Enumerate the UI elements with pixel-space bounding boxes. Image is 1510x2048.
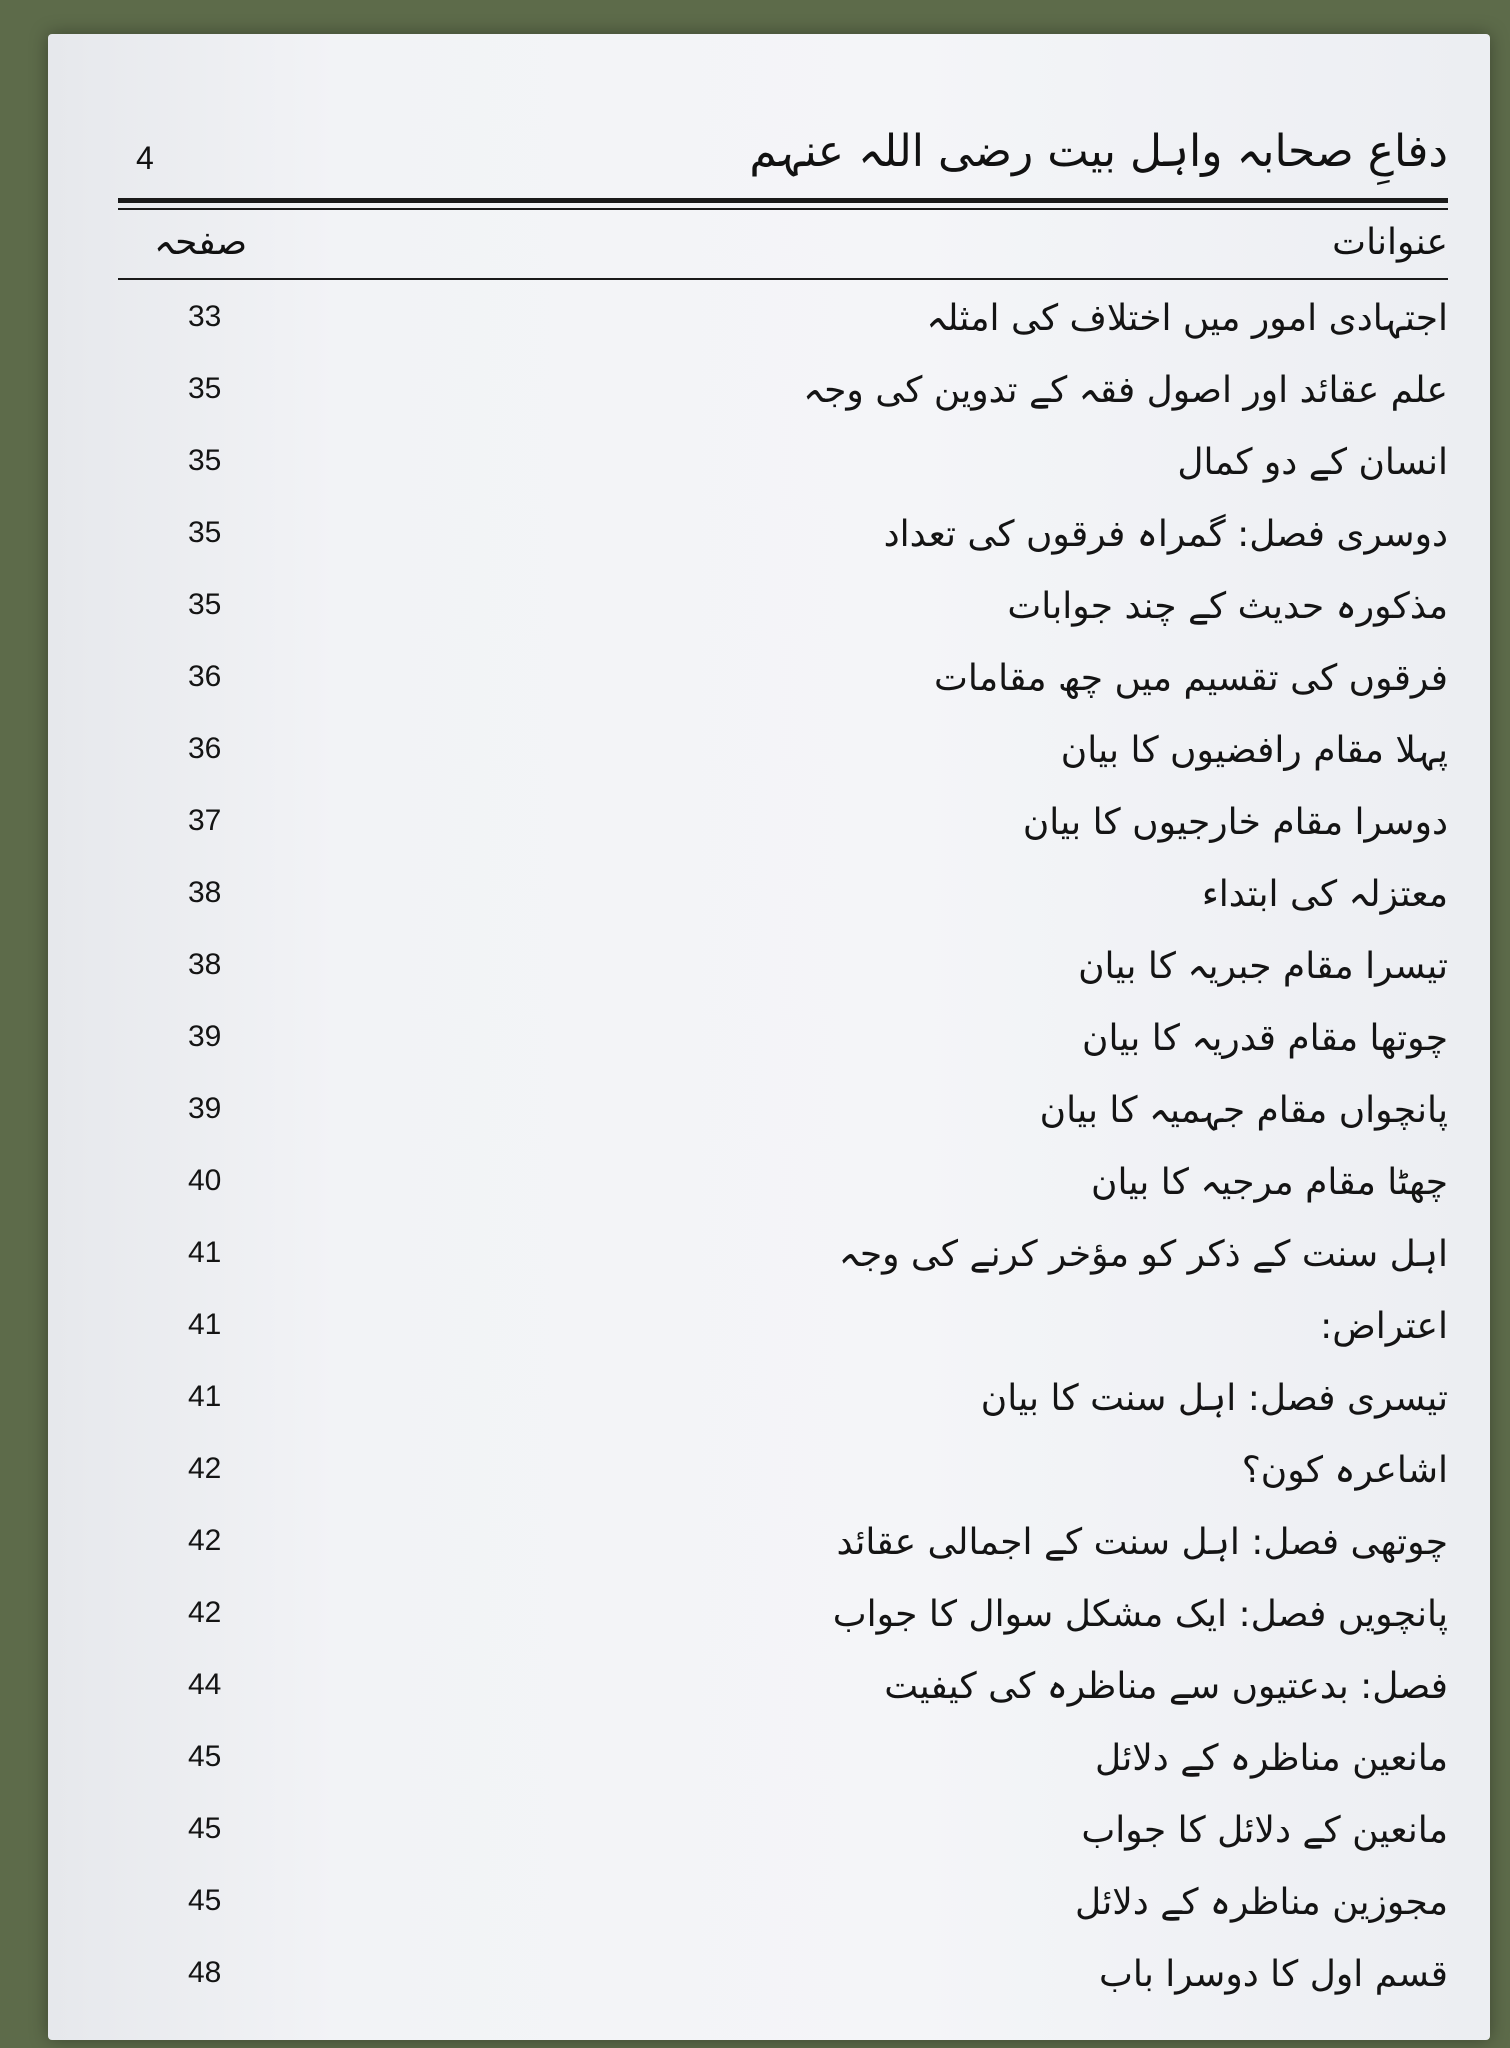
toc-entry-page: 42 [188,1596,222,1629]
toc-entry-title: مانعین کے دلائل کا جواب [1081,1810,1448,1851]
toc-entry-page: 40 [188,1164,222,1197]
toc-entry [118,1296,1448,1368]
toc-entry [118,648,1448,720]
header-rule-thick [118,198,1448,203]
toc-entry [118,576,1448,648]
toc-entry-page: 45 [188,1812,222,1845]
toc-entry [118,1944,1448,2016]
column-header-rule [118,278,1448,280]
toc-column-headers [118,222,1448,278]
toc-entry-page: 42 [188,1524,222,1557]
toc-entry-title: دوسرا مقام خارجیوں کا بیان [1022,802,1448,843]
toc-entry-title: تیسرا مقام جبریہ کا بیان [1078,946,1448,987]
toc-entry-title: چھٹا مقام مرجیہ کا بیان [1091,1162,1448,1203]
toc-entry-page: 38 [188,948,222,981]
header-rule-thin [118,208,1448,210]
toc-entry-title: اہل سنت کے ذکر کو مؤخر کرنے کی وجہ [838,1234,1448,1275]
toc-entry-title: مجوزین مناظرہ کے دلائل [1074,1882,1448,1923]
toc-entry-title: انسان کے دو کمال [1177,442,1448,483]
toc-entry [118,1224,1448,1296]
toc-entry-title: چوتھی فصل: اہل سنت کے اجمالی عقائد [836,1522,1448,1563]
toc-entry-title: اجتہادی امور میں اختلاف کی امثلہ [926,298,1448,339]
toc-entry-title: پہلا مقام رافضیوں کا بیان [1060,730,1448,771]
toc-entry [118,1800,1448,1872]
toc-entry-page: 41 [188,1236,222,1269]
toc-entry-title: اشاعرہ کون؟ [1241,1450,1448,1491]
toc-entry-page: 42 [188,1452,222,1485]
toc-entry-page: 37 [188,804,222,837]
toc-entry [118,1008,1448,1080]
toc-entry [118,1368,1448,1440]
toc-entry-page: 39 [188,1020,222,1053]
toc-entry-title: پانچواں مقام جہمیہ کا بیان [1039,1090,1448,1131]
toc-entry-page: 48 [188,1956,222,1989]
toc-entry-title: قسم اول کا دوسرا باب [1098,1954,1448,1995]
table-of-contents [118,288,1448,2016]
toc-entry-page: 35 [188,444,222,477]
book-page [48,34,1490,2040]
column-page-label: صفحہ [154,222,248,263]
toc-entry [118,1440,1448,1512]
toc-entry [118,1656,1448,1728]
toc-entry [118,864,1448,936]
toc-entry-title: فصل: بدعتیوں سے مناظرہ کی کیفیت [884,1666,1448,1707]
toc-entry-page: 39 [188,1092,222,1125]
column-title-label: عنوانات [1332,222,1448,263]
page-header [118,94,1448,214]
toc-entry [118,1080,1448,1152]
toc-entry [118,1872,1448,1944]
toc-entry [118,1152,1448,1224]
toc-entry [118,432,1448,504]
toc-entry [118,936,1448,1008]
toc-entry-page: 45 [188,1884,222,1917]
toc-entry-title: علم عقائد اور اصول فقہ کے تدوین کی وجہ [803,370,1448,411]
toc-entry-page: 36 [188,660,222,693]
book-title: دفاعِ صحابہ واہل بیت رضی اللہ عنہم [749,126,1448,177]
toc-entry-page: 33 [188,300,222,333]
toc-entry-page: 35 [188,588,222,621]
toc-entry-page: 41 [188,1380,222,1413]
toc-entry [118,360,1448,432]
toc-entry-title: مذکورہ حدیث کے چند جوابات [1007,586,1448,627]
toc-entry-title: معتزلہ کی ابتداء [1201,874,1448,915]
page-number: 4 [136,140,154,176]
toc-entry-title: مانعین مناظرہ کے دلائل [1094,1738,1448,1779]
toc-entry-page: 38 [188,876,222,909]
toc-entry-page: 35 [188,516,222,549]
toc-entry-title: اعتراض: [1320,1306,1448,1347]
toc-entry [118,720,1448,792]
toc-entry-page: 35 [188,372,222,405]
toc-entry [118,288,1448,360]
toc-entry [118,504,1448,576]
toc-entry-title: فرقوں کی تقسیم میں چھ مقامات [933,658,1448,699]
toc-entry [118,1728,1448,1800]
toc-entry-page: 41 [188,1308,222,1341]
toc-entry-page: 45 [188,1740,222,1773]
toc-entry-title: تیسری فصل: اہل سنت کا بیان [980,1378,1448,1419]
toc-entry-title: دوسری فصل: گمراہ فرقوں کی تعداد [883,514,1448,555]
toc-entry-title: پانچویں فصل: ایک مشکل سوال کا جواب [832,1594,1448,1635]
toc-entry [118,1584,1448,1656]
toc-entry-page: 44 [188,1668,222,1701]
toc-entry-page: 36 [188,732,222,765]
toc-entry [118,1512,1448,1584]
toc-entry-title: چوتھا مقام قدریہ کا بیان [1082,1018,1448,1059]
toc-entry [118,792,1448,864]
